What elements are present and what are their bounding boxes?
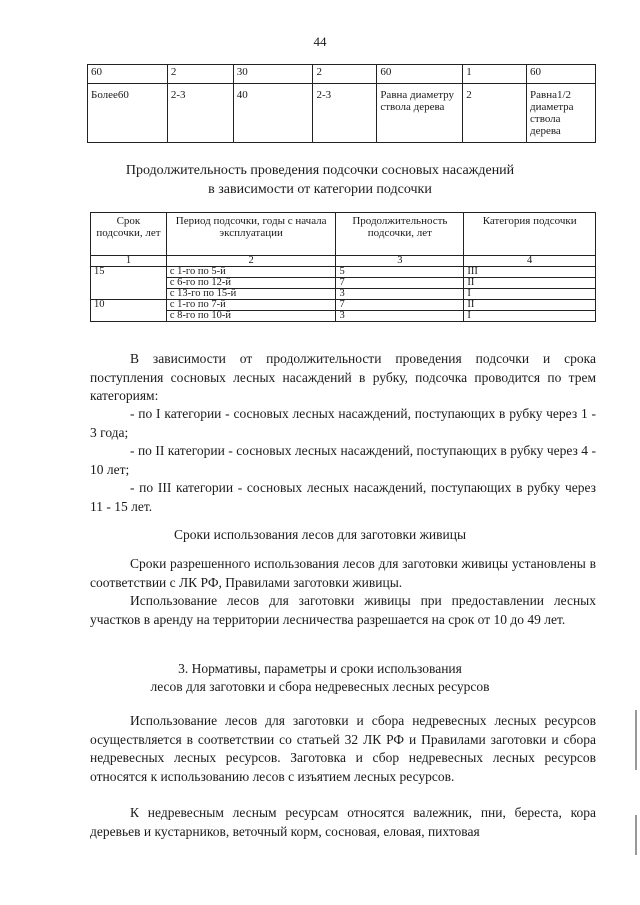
page-number: 44 (313, 34, 327, 49)
duration-cell: 5 (336, 267, 464, 278)
column-header: Продолжительность подсочки, лет (336, 213, 464, 256)
table-cell: 40 (233, 84, 313, 143)
paragraph-resin-terms: Сроки разрешенного использования лесов для заготовки живицы установлены в соответствии с ЛК РФ, Правилами заготовки живицы. (90, 556, 596, 590)
table-cell: Равна диаметру ствола дерева (377, 84, 463, 143)
column-number: 4 (464, 256, 596, 267)
tapping-category-table (90, 212, 596, 322)
column-header: Срок подсочки, лет (91, 213, 167, 256)
duration-cell: 7 (336, 278, 464, 289)
table-row (91, 289, 596, 300)
column-number: 1 (91, 256, 167, 267)
period-cell: с 1-го по 5-й (166, 267, 336, 278)
table-cell: 2 (167, 65, 233, 84)
category-cell: I (464, 311, 596, 322)
period-cell: с 6-го по 12-й (166, 278, 336, 289)
table-cell: 2-3 (167, 84, 233, 143)
category-cell: II (464, 278, 596, 289)
column-number: 3 (336, 256, 464, 267)
paragraph-non-timber-list: К недревесным лесным ресурсам относятся валежник, пни, береста, кора деревьев и кустарников, веточный корм, сосновая, еловая, пихтовая (90, 805, 596, 839)
period-cell: с 1-го по 7-й (166, 300, 336, 311)
table-title-line-2: в зависимости от категории подсочки (208, 182, 432, 197)
table-row (91, 311, 596, 322)
term-cell: 15 (91, 267, 167, 300)
table-cell: 1 (463, 65, 527, 84)
period-cell: с 13-го по 15-й (166, 289, 336, 300)
table-row (88, 84, 596, 143)
table-cell: 60 (377, 65, 463, 84)
table-row (91, 300, 596, 311)
category-cell: II (464, 300, 596, 311)
column-header: Период подсочки, годы с начала эксплуатации (166, 213, 336, 256)
paragraph-category-3: - по III категории - сосновых лесных насаждений, поступающих в рубку через 11 - 15 лет. (90, 480, 596, 514)
table-cell: 2 (463, 84, 527, 143)
scan-margin-mark (635, 710, 637, 770)
table-cell: Более60 (88, 84, 168, 143)
table-title-line-1: Продолжительность проведения подсочки сосновых насаждений (125, 163, 515, 178)
category-cell: I (464, 289, 596, 300)
table-cell: 60 (88, 65, 168, 84)
table-cell: 60 (527, 65, 596, 84)
category-cell: III (464, 267, 596, 278)
period-cell: с 8-го по 10-й (166, 311, 336, 322)
scan-margin-mark (635, 815, 637, 855)
duration-cell: 3 (336, 289, 464, 300)
table-header-row (91, 213, 596, 256)
section-heading-3-line-1: 3. Нормативы, параметры и сроки использования (178, 661, 462, 676)
column-header: Категория подсочки (464, 213, 596, 256)
duration-cell: 3 (336, 311, 464, 322)
continued-table (87, 64, 596, 143)
paragraph-non-timber-use: Использование лесов для заготовки и сбора недревесных лесных ресурсов осуществляется в соответствии со статьей 32 ЛК РФ и Правилами заготовки и сбора недревесных лесных ресурсов. Заготовка и сбор недревесных лесных ресурсов относятся к использованию лесов с изъятием лесных ресурсов. (90, 713, 596, 784)
paragraph-resin-lease: Использование лесов для заготовки живицы при предоставлении лесных участков в аренду на территории лесничества разрешается на срок от 10 до 49 лет. (90, 593, 596, 627)
paragraph-category-2: - по II категории - сосновых лесных насаждений, поступающих в рубку через 4 - 10 лет; (90, 443, 596, 477)
table-cell: 2 (313, 65, 377, 84)
paragraph-categories-intro: В зависимости от продолжительности проведения подсочки и срока поступления сосновых лесных насаждений в рубку, подсочка проводится по трем категориям: (90, 351, 596, 403)
term-cell: 10 (91, 300, 167, 322)
table-row (91, 278, 596, 289)
column-number-row (91, 256, 596, 267)
table-cell: Равна1/2 диаметра ствола дерева (527, 84, 596, 143)
table-row (88, 65, 596, 84)
section-heading-3-line-2: лесов для заготовки и сбора недревесных лесных ресурсов (150, 679, 490, 694)
table-cell: 2-3 (313, 84, 377, 143)
column-number: 2 (166, 256, 336, 267)
table-row (91, 267, 596, 278)
table-cell: 30 (233, 65, 313, 84)
paragraph-category-1: - по I категории - сосновых лесных насаждений, поступающих в рубку через 1 - 3 года; (90, 406, 596, 440)
duration-cell: 7 (336, 300, 464, 311)
section-heading-resin-terms: Сроки использования лесов для заготовки живицы (173, 527, 467, 542)
